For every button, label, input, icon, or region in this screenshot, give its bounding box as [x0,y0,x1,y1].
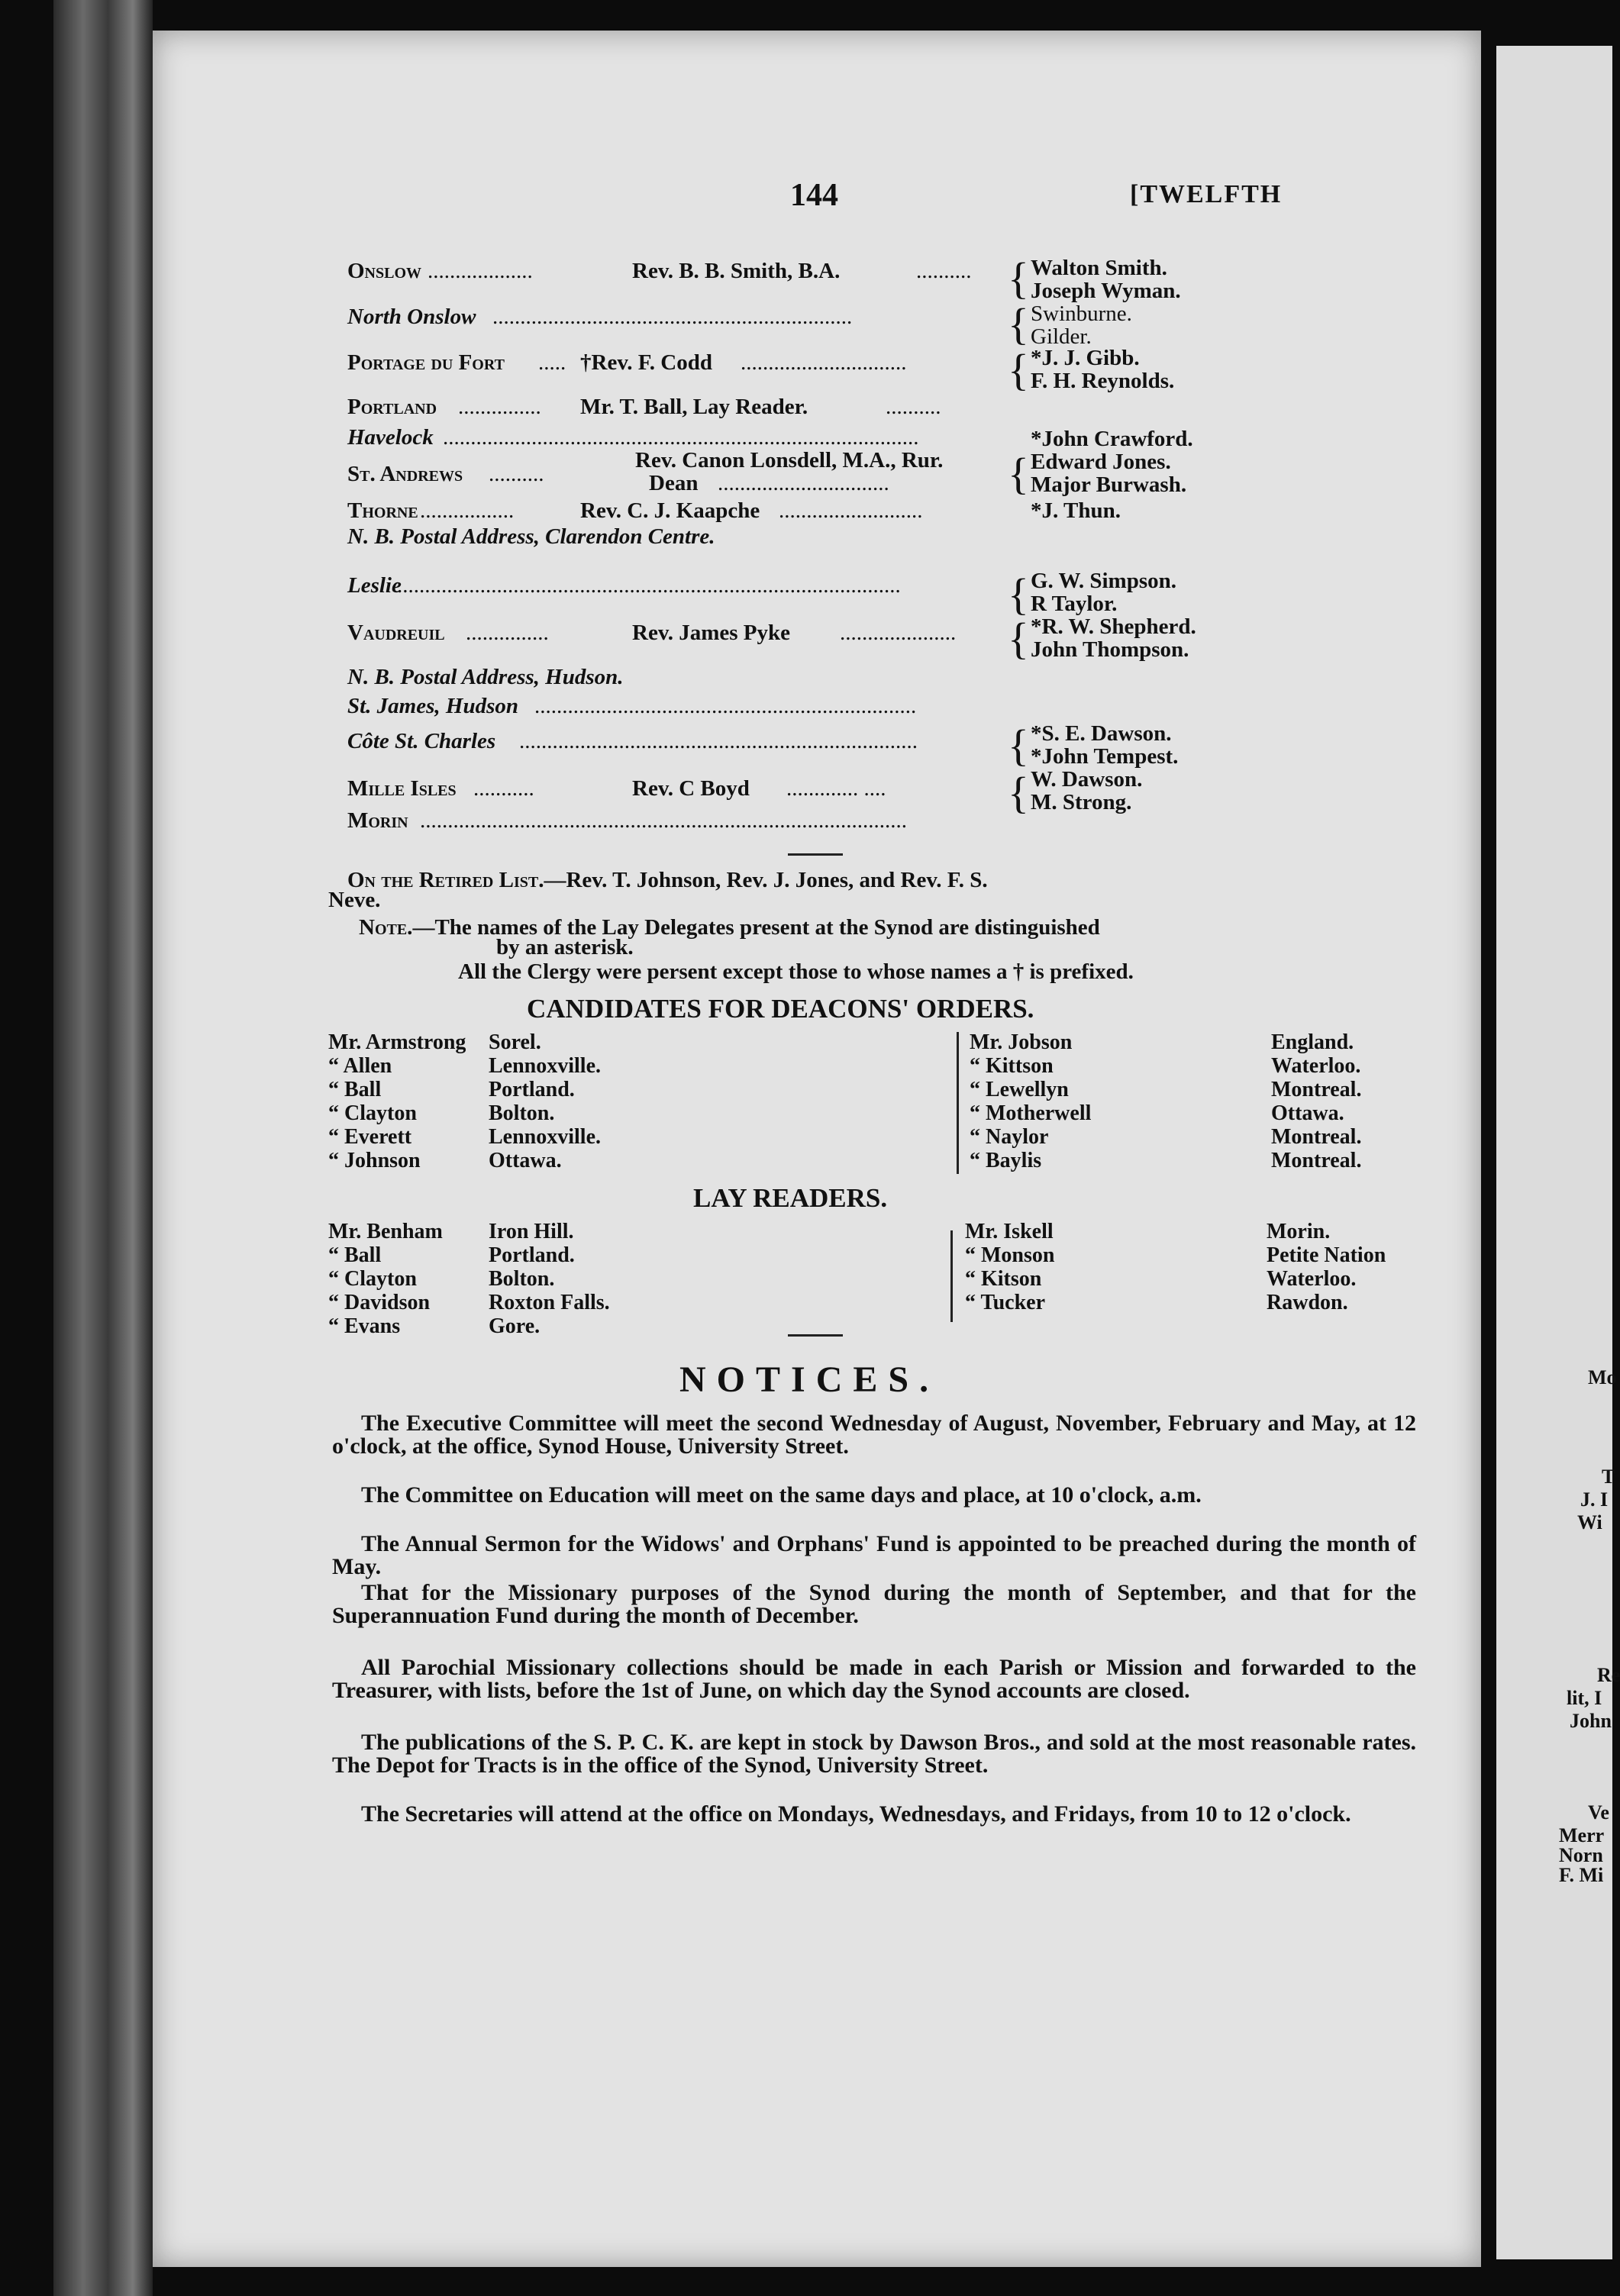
lay-reader-row: “ Clayton Bolton. [328,1267,555,1291]
book-spine [53,0,153,2296]
leader-dots: ............... [458,395,541,419]
brace: { [1008,569,1029,619]
parish-name: Onslow [347,259,422,283]
delegate: *J. Thun. [1031,498,1121,523]
leader-dots: ..................... [840,621,957,645]
facing-page-fragment: F. Mi [1559,1864,1604,1886]
retired-label: On the Retired List. [347,868,544,892]
lay-reader-row: “ Evans Gore. [328,1314,541,1338]
facing-page-fragment: Wi [1577,1511,1602,1533]
facing-page-fragment: Norn [1559,1844,1603,1866]
notice-paragraph: The Executive Committee will meet the second Wednesday of August, November, February and May, at 12 o'clock, at the office, Synod House, University Street. [332,1411,1416,1459]
parish-name: Leslie [347,573,402,598]
candidate-row: “ Ball Portland. [328,1078,575,1101]
facing-page-fragment: T [1602,1466,1615,1488]
candidate-row: “ Naylor Montreal. [970,1125,1362,1149]
note-label: Note. [359,915,413,940]
facing-page-fragment: Ve [1588,1801,1609,1824]
delegate: *John Crawford. [1031,427,1193,451]
delegate: John Thompson. [1031,637,1189,662]
facing-page-fragment: Mo [1588,1366,1617,1388]
note [359,916,1100,940]
notice-paragraph: The publications of the S. P. C. K. are kept in stock by Dawson Bros., and sold at the most reasonable rates. The Depot for Tracts is in the office of the Synod, University Street. [332,1730,1416,1778]
brace: { [1008,449,1029,498]
note-text-cont: by an asterisk. [496,935,634,959]
leader-dots: ..... [538,350,566,375]
lay-reader-row: Mr. Iskell Morin. [965,1220,1331,1243]
leader-dots: .......... [916,259,972,283]
delegate: Walton Smith. [1031,256,1167,280]
delegate: Joseph Wyman. [1031,279,1181,303]
candidate-row: Mr. Armstrong Sorel. [328,1030,541,1054]
delegate: *R. W. Shepherd. [1031,614,1196,639]
divider [788,1334,843,1337]
parish-name: North Onslow [347,305,476,329]
lay-reader-row: “ Ball Portland. [328,1243,575,1267]
lay-reader-row: “ Monson Petite Nation [965,1243,1386,1267]
candidates-title: CANDIDATES FOR DEACONS' ORDERS. [527,994,1034,1024]
leader-dots: ................. [420,498,515,523]
brace: { [1008,768,1029,817]
note-text: —The names of the Lay Delegates present at the Synod are distinguished [412,915,1100,940]
running-title: [TWELFTH [1130,180,1283,208]
candidate-row: “ Lewellyn Montreal. [970,1078,1362,1101]
retired-text: —Rev. T. Johnson, Rev. J. Jones, and Rev. F. S. [544,868,988,892]
candidate-row: “ Allen Lennoxville. [328,1054,602,1078]
leader-dots: ........................................................................................... [397,573,901,598]
candidate-row: “ Motherwell Ottawa. [970,1101,1344,1125]
lay-readers-title: LAY READERS. [693,1183,888,1213]
brace: { [1008,299,1029,349]
leader-dots: ............................... [718,471,889,495]
notices-title: NOTICES. [679,1359,940,1400]
incumbent: †Rev. F. Codd [580,350,712,375]
parish-name: St. James, Hudson [347,694,518,718]
delegate: Gilder. [1031,324,1092,349]
postal-note: N. B. Postal Address, Clarendon Centre. [347,524,715,549]
parish-name: Côte St. Charles [347,729,496,753]
leader-dots: ...................................................................................... [443,425,919,450]
parish-name: Thorne [347,498,418,523]
leader-dots: .......... [489,462,544,486]
page-number: 144 [790,178,838,213]
delegate: *S. E. Dawson. [1031,721,1172,746]
leader-dots: ................... [428,259,533,283]
delegate: Edward Jones. [1031,450,1171,474]
divider [788,853,843,856]
delegate: Swinburne. [1031,302,1132,326]
notice-paragraph: The Secretaries will attend at the office on Mondays, Wednesdays, and Fridays, from 10 to 12 o'clock. [361,1801,1351,1827]
notice-paragraph: The Annual Sermon for the Widows' and Orphans' Fund is appointed to be preached during the month of May. [332,1531,1416,1579]
candidate-row: “ Johnson Ottawa. [328,1149,562,1172]
facing-page-fragment: Merr [1559,1824,1605,1846]
brace: { [1008,253,1029,303]
postal-note: N. B. Postal Address, Hudson. [347,665,624,689]
facing-page [1496,46,1620,2259]
candidate-row: “ Everett Lennoxville. [328,1125,602,1149]
facing-page-fragment: J. I [1580,1488,1609,1511]
notice-paragraph: The Committee on Education will meet on the same days and place, at 10 o'clock, a.m. [361,1482,1202,1508]
incumbent: Rev. James Pyke [632,621,790,645]
leader-dots: .......... [886,395,941,419]
column-divider [950,1230,953,1322]
lay-reader-row: “ Tucker Rawdon. [965,1291,1348,1314]
delegate: G. W. Simpson. [1031,569,1177,593]
incumbent: Rev. Canon Lonsdell, M.A., Rur. [635,448,944,472]
leader-dots: .......................... [779,498,923,523]
column-divider [957,1032,959,1174]
parish-name: Portland [347,395,437,419]
parish-name: Portage du Fort [347,350,505,375]
leader-dots: ............... [466,621,549,645]
candidate-row: “ Kittson Waterloo. [970,1054,1361,1078]
notice-paragraph: That for the Missionary purposes of the Synod during the month of September, and that for the Superannuation Fund during the month of December. [332,1580,1416,1628]
candidate-row: “ Baylis Montreal. [970,1149,1362,1172]
parish-name: Vaudreuil [347,621,445,645]
parish-name: Morin [347,808,408,833]
delegate: R Taylor. [1031,592,1118,616]
delegate: M. Strong. [1031,790,1132,814]
parish-name: Havelock [347,425,434,450]
leader-dots: ........................................................................ [519,729,918,753]
lay-reader-row: “ Kitson Waterloo. [965,1267,1357,1291]
brace: { [1008,614,1029,663]
lay-reader-row: Mr. Benham Iron Hill. [328,1220,574,1243]
candidate-row: Mr. Jobson England. [970,1030,1354,1054]
leader-dots: ........................................................................................ [420,808,907,833]
brace: { [1008,721,1029,770]
incumbent: Rev. B. B. Smith, B.A. [632,259,841,283]
leader-dots: ..................................................................... [534,694,917,718]
incumbent-line2: Dean [649,471,699,495]
facing-page-fragment: John [1570,1710,1612,1732]
facing-page-fragment: lit, I [1567,1687,1602,1709]
delegate: W. Dawson. [1031,767,1143,792]
note-clergy: All the Clergy were persent except those to whose names a † is prefixed. [458,959,1134,984]
delegate: Major Burwash. [1031,472,1187,497]
incumbent: Mr. T. Ball, Lay Reader. [580,395,808,419]
leader-dots: ............. .... [786,776,886,801]
delegate: *John Tempest. [1031,744,1179,769]
parish-name: St. Andrews [347,462,463,486]
facing-page-fragment: Re [1597,1664,1620,1686]
incumbent: Rev. C. J. Kaapche [580,498,760,523]
delegate: *J. J. Gibb. [1031,346,1140,370]
retired-list [347,869,988,892]
retired-text-cont: Neve. [328,888,381,912]
leader-dots: .............................. [741,350,907,375]
lay-reader-row: “ Davidson Roxton Falls. [328,1291,610,1314]
leader-dots: ........... [473,776,534,801]
candidate-row: “ Clayton Bolton. [328,1101,555,1125]
notice-paragraph: All Parochial Missionary collections should be made in each Parish or Mission and forwarded to the Treasurer, with lists, before the 1st of June, on which day the Synod accounts are closed. [332,1655,1416,1703]
book-page [153,31,1481,2267]
incumbent: Rev. C Boyd [632,776,750,801]
parish-name: Mille Isles [347,776,457,801]
leader-dots: ................................................................. [492,305,853,329]
delegate: F. H. Reynolds. [1031,369,1175,393]
brace: { [1008,345,1029,395]
